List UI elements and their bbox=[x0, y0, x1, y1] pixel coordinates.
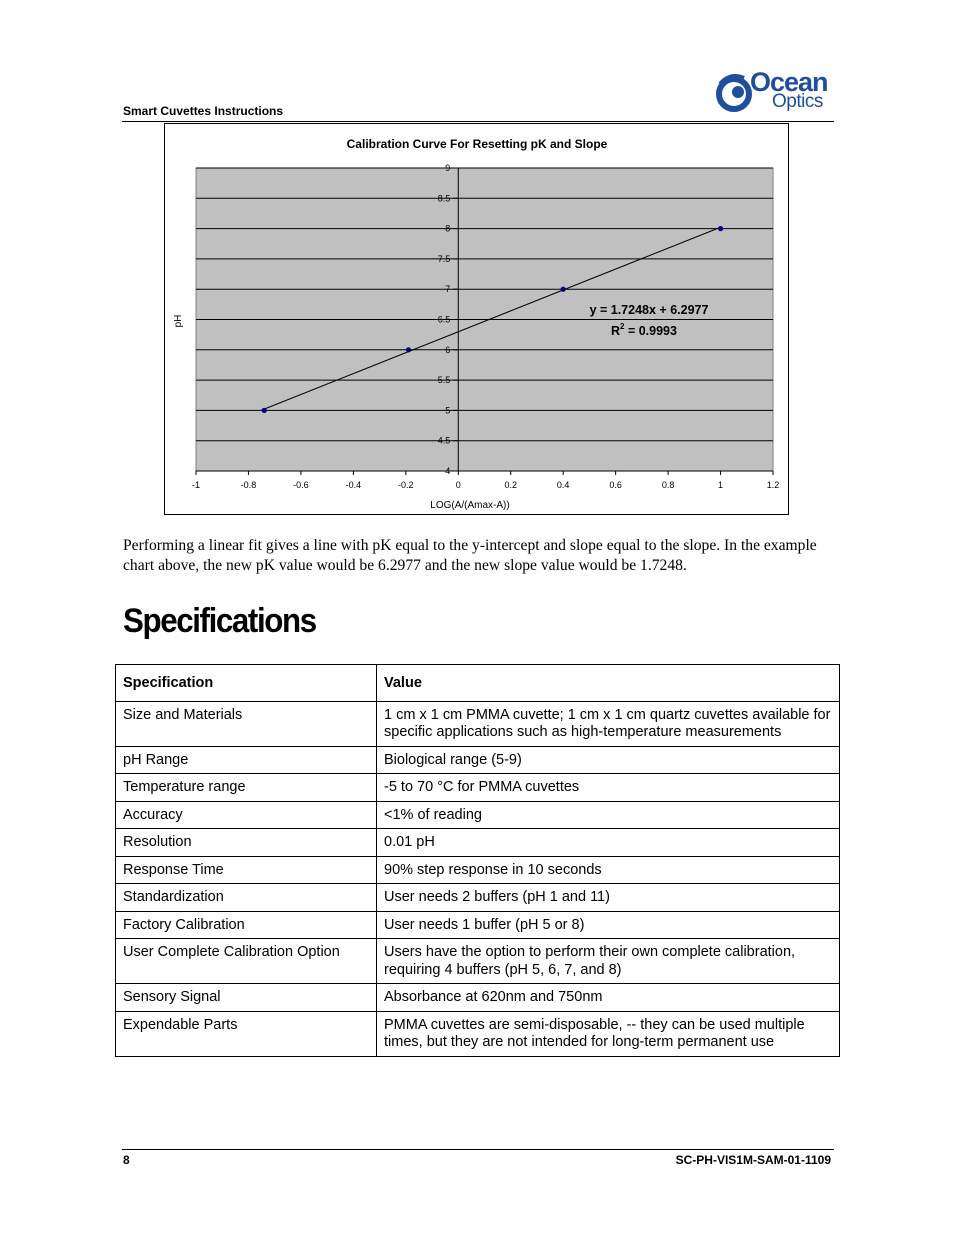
chart-y-axis-label: pH bbox=[173, 314, 184, 328]
y-tick-label: 7 bbox=[445, 284, 451, 295]
r-squared-superscript: 2 bbox=[620, 322, 625, 331]
spec-value-cell: PMMA cuvettes are semi-disposable, -- they can be used multiple times, but they are not intended for long-term permanent use bbox=[377, 1011, 840, 1056]
chart-x-axis-label: LOG(A/(Amax-A)) bbox=[430, 500, 510, 511]
y-tick-label: 4 bbox=[445, 466, 451, 476]
spec-name-cell: User Complete Calibration Option bbox=[116, 939, 377, 984]
y-tick-label: 6 bbox=[445, 344, 451, 355]
data-point bbox=[262, 408, 267, 413]
x-tick-label: 0.4 bbox=[556, 480, 570, 490]
data-point bbox=[406, 347, 411, 352]
specifications-heading: Specifications bbox=[123, 602, 316, 640]
spec-value-cell: User needs 1 buffer (pH 5 or 8) bbox=[377, 911, 840, 939]
column-header-specification: Specification bbox=[116, 665, 377, 702]
spec-value-cell: 90% step response in 10 seconds bbox=[377, 856, 840, 884]
page-number: 8 bbox=[123, 1153, 130, 1167]
header-rule bbox=[122, 121, 834, 122]
x-tick-label: 1.2 bbox=[766, 480, 780, 490]
spec-name-cell: Accuracy bbox=[116, 801, 377, 829]
data-point bbox=[561, 287, 566, 292]
x-tick-label: 0.8 bbox=[661, 480, 675, 490]
spec-name-cell: Response Time bbox=[116, 856, 377, 884]
spec-name-cell: pH Range bbox=[116, 746, 377, 774]
spec-value-cell: Biological range (5-9) bbox=[377, 746, 840, 774]
y-tick-label: 7.5 bbox=[437, 253, 451, 264]
chart-title: Calibration Curve For Resetting pK and Slope bbox=[346, 137, 608, 151]
spec-name-cell: Size and Materials bbox=[116, 701, 377, 746]
table-row bbox=[116, 829, 840, 857]
x-tick-label: -0.2 bbox=[398, 480, 414, 490]
y-tick-label: 8 bbox=[445, 223, 451, 234]
spec-value-cell: 0.01 pH bbox=[377, 829, 840, 857]
table-row bbox=[116, 746, 840, 774]
spec-value-cell: Users have the option to perform their own complete calibration, requiring 4 buffers (pH 5, 6, 7, and 8) bbox=[377, 939, 840, 984]
y-tick-label: 6.5 bbox=[437, 314, 451, 325]
table-row bbox=[116, 1011, 840, 1056]
table-row bbox=[116, 701, 840, 746]
ocean-optics-logo bbox=[716, 67, 834, 116]
footer-rule bbox=[122, 1149, 834, 1150]
y-tick-label: 4.5 bbox=[437, 435, 451, 446]
trendline-equation: y = 1.7248x + 6.2977 bbox=[589, 303, 709, 317]
table-row bbox=[116, 801, 840, 829]
y-tick-label: 5.5 bbox=[437, 375, 451, 386]
x-tick-label: -0.6 bbox=[293, 480, 309, 490]
spec-value-cell: 1 cm x 1 cm PMMA cuvette; 1 cm x 1 cm quartz cuvettes available for specific applications such as high-temperature measurements bbox=[377, 701, 840, 746]
spec-value-cell: -5 to 70 °C for PMMA cuvettes bbox=[377, 774, 840, 802]
table-row bbox=[116, 856, 840, 884]
table-row bbox=[116, 911, 840, 939]
calibration-chart bbox=[164, 123, 789, 515]
x-tick-label: -1 bbox=[191, 480, 201, 490]
table-header-row bbox=[116, 665, 840, 702]
document-id: SC-PH-VIS1M-SAM-01-1109 bbox=[675, 1153, 831, 1167]
spec-name-cell: Standardization bbox=[116, 884, 377, 912]
r-squared-value: = 0.9993 bbox=[624, 324, 677, 338]
spec-name-cell: Factory Calibration bbox=[116, 911, 377, 939]
table-row bbox=[116, 939, 840, 984]
spec-value-cell: User needs 2 buffers (pH 1 and 11) bbox=[377, 884, 840, 912]
spec-value-cell: Absorbance at 620nm and 750nm bbox=[377, 984, 840, 1012]
running-header-title: Smart Cuvettes Instructions bbox=[123, 104, 284, 118]
logo-wordmark-ocean: Ocean bbox=[750, 67, 828, 97]
spec-name-cell: Resolution bbox=[116, 829, 377, 857]
spec-name-cell: Expendable Parts bbox=[116, 1011, 377, 1056]
data-point bbox=[718, 226, 723, 231]
y-tick-label: 5 bbox=[445, 405, 451, 416]
table-row bbox=[116, 774, 840, 802]
linear-fit-paragraph: Performing a linear fit gives a line with pK equal to the y-intercept and slope equal to the slope. In the example chart above, the new pK value would be 6.2977 and the new slope value would be 1.7248. bbox=[123, 537, 817, 574]
table-row bbox=[116, 884, 840, 912]
r-squared-letter: R bbox=[611, 324, 621, 338]
x-tick-label: 0.6 bbox=[609, 480, 622, 490]
specifications-table bbox=[115, 664, 840, 1057]
y-tick-label: 8.5 bbox=[437, 193, 451, 204]
column-header-value: Value bbox=[377, 665, 840, 702]
calibration-chart-svg bbox=[165, 124, 788, 514]
spec-name-cell: Sensory Signal bbox=[116, 984, 377, 1012]
spec-name-cell: Temperature range bbox=[116, 774, 377, 802]
x-tick-label: -0.4 bbox=[345, 480, 362, 490]
y-tick-label: 9 bbox=[445, 163, 451, 173]
spec-value-cell: <1% of reading bbox=[377, 801, 840, 829]
x-tick-label: -0.8 bbox=[240, 480, 257, 490]
x-tick-label: 1 bbox=[718, 480, 724, 490]
table-row bbox=[116, 984, 840, 1012]
x-tick-label: 0 bbox=[455, 480, 461, 490]
logo-wordmark-optics: Optics bbox=[772, 91, 823, 112]
x-tick-label: 0.2 bbox=[504, 480, 517, 490]
